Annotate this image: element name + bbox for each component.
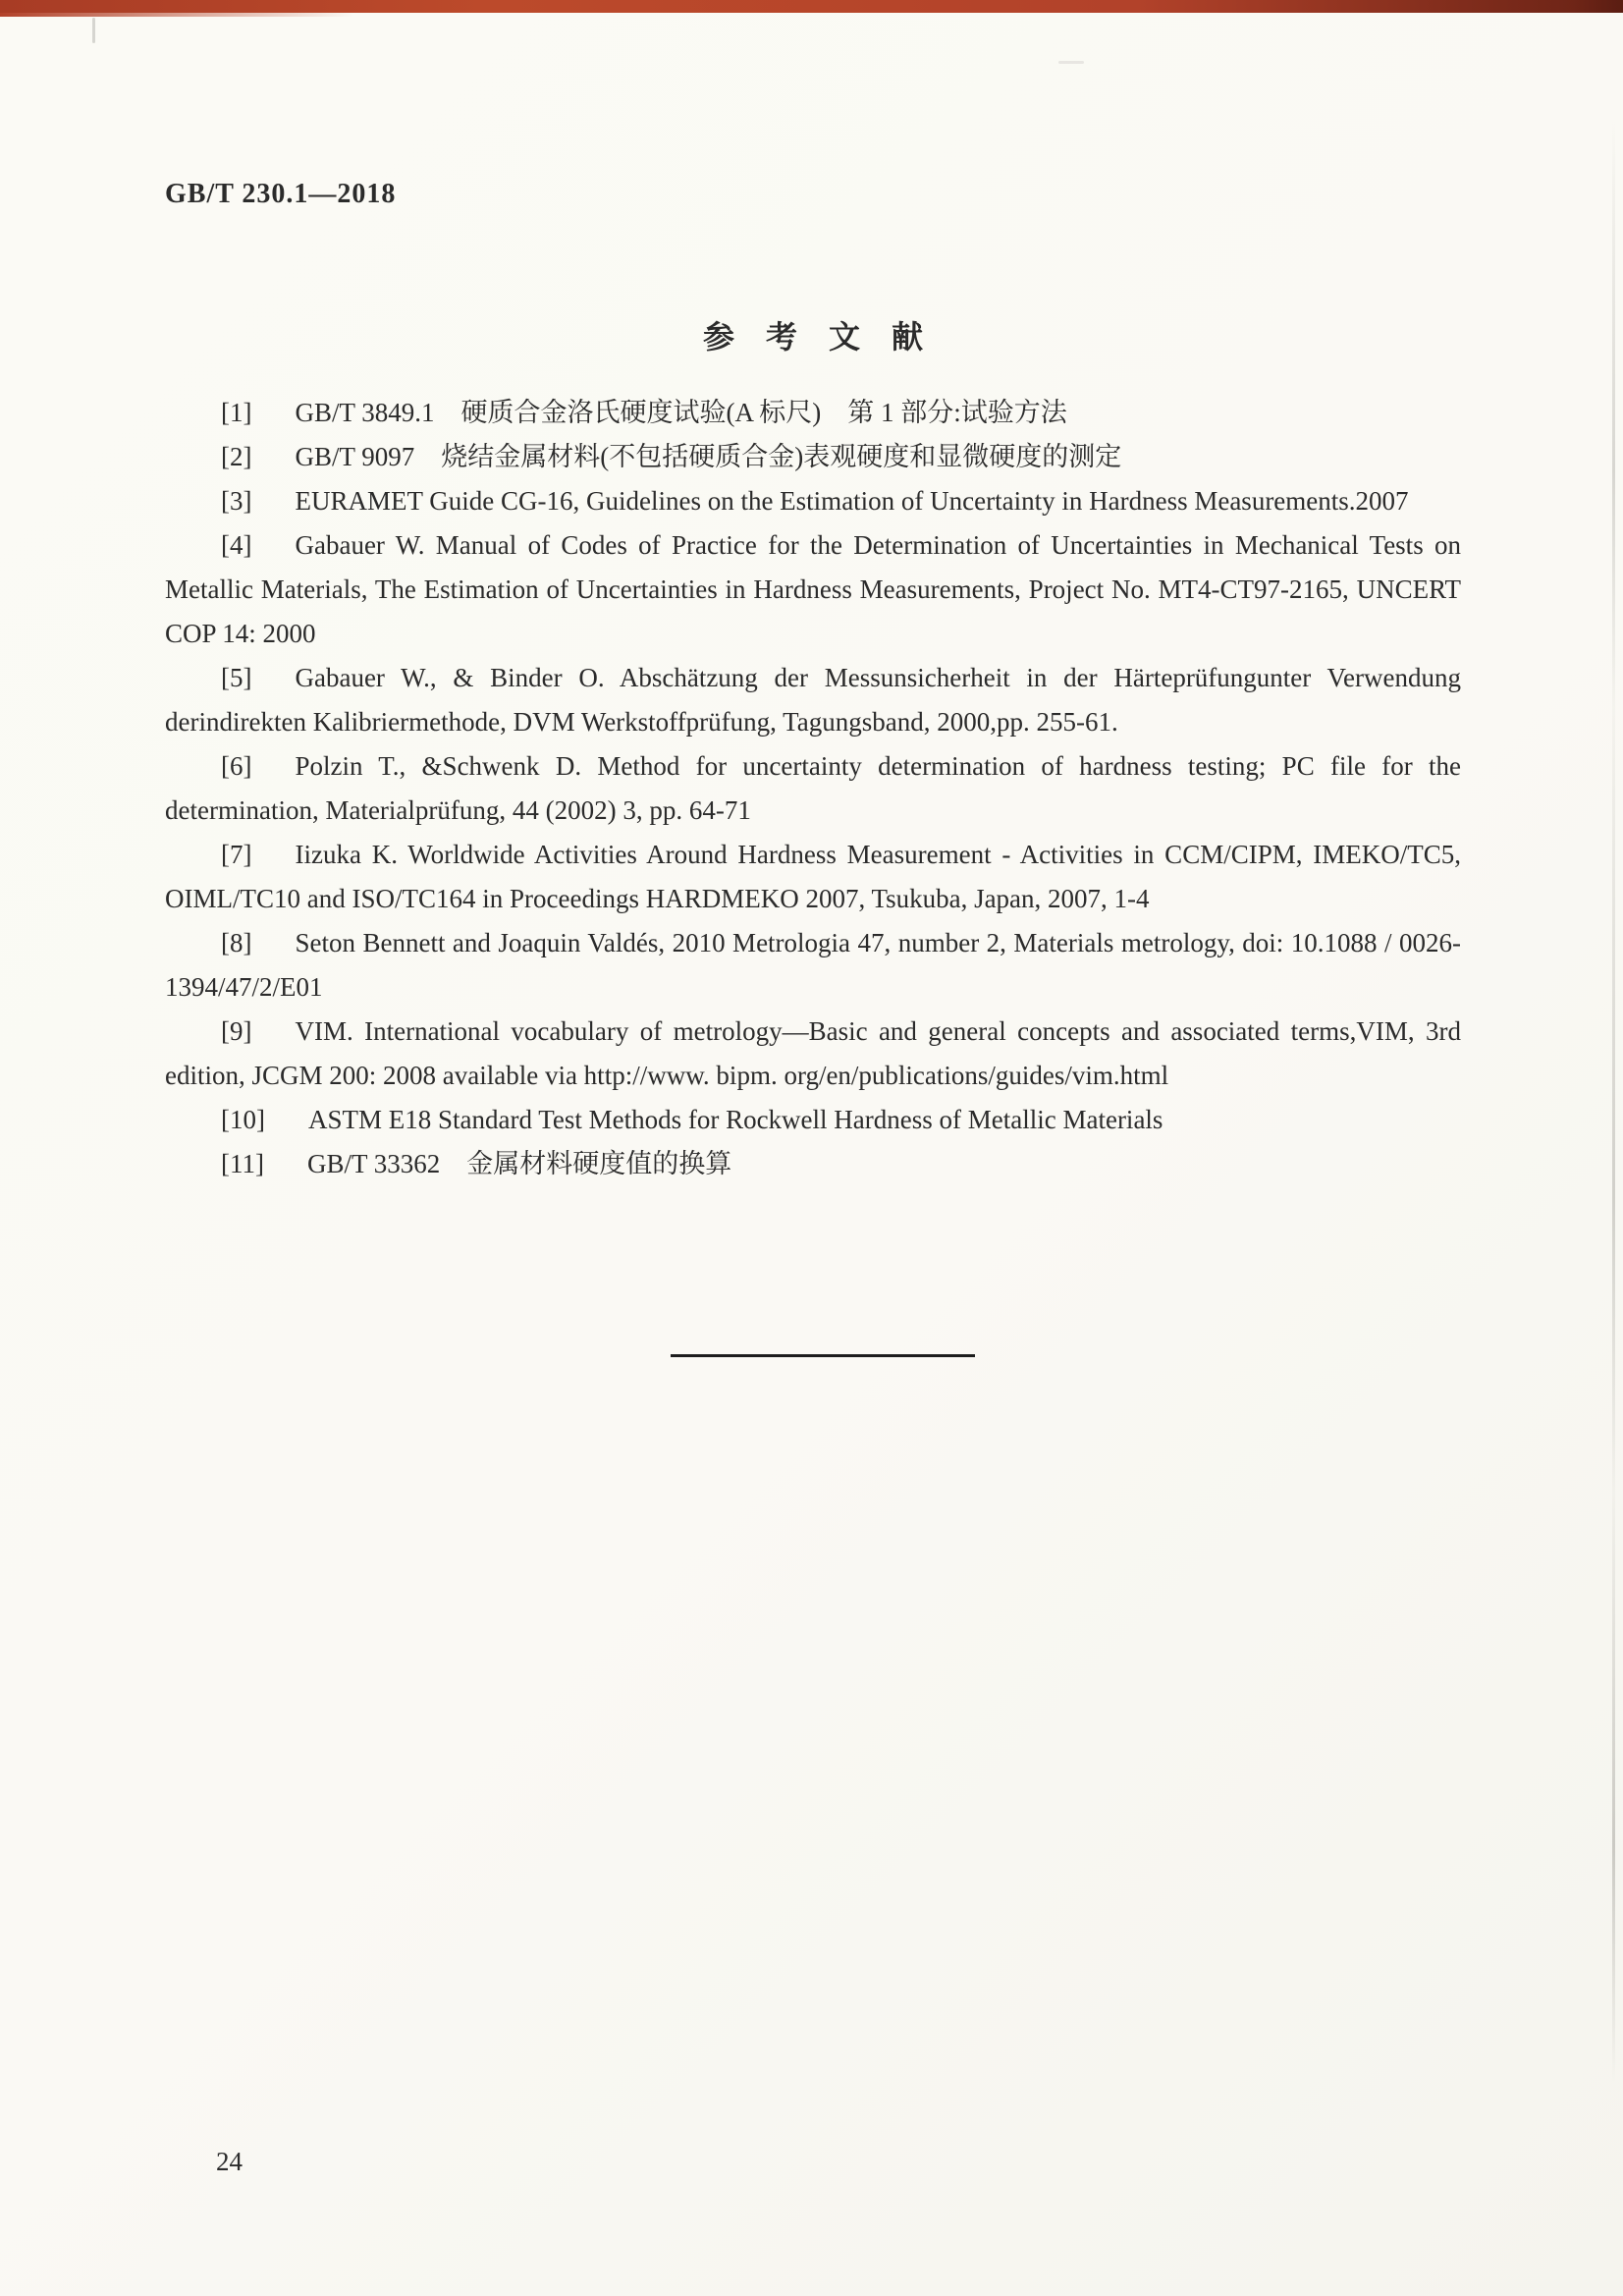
reference-item <box>165 479 1461 523</box>
reference-number: [9] <box>221 1016 252 1046</box>
references-title: 参 考 文 献 <box>702 319 923 355</box>
reference-number: [4] <box>221 530 252 560</box>
reference-item <box>165 435 1461 479</box>
reference-number: [11] <box>221 1149 264 1178</box>
reference-text: Polzin T., &Schwenk D. Method for uncertainty determination of hardness testing; PC file for the determination, Materialprüfung, 44 (2002) 3, pp. 64-71 <box>165 751 1461 825</box>
reference-text: Seton Bennett and Joaquin Valdés, 2010 Metrologia 47, number 2, Materials metrology, doi: 10.1088 / 0026-1394/47/2/E01 <box>165 928 1461 1002</box>
reference-item <box>165 391 1461 435</box>
scan-smudge-artifact <box>92 18 95 43</box>
reference-item <box>165 921 1461 1010</box>
reference-text: Gabauer W. Manual of Codes of Practice for the Determination of Uncertainties in Mechanical Tests on Metallic Materials, The Estimation of Uncertainties in Hardness Measurements, Project No. MT4-CT97-2165, UNCERT COP 14: 2000 <box>165 530 1461 648</box>
reference-number: [6] <box>221 751 252 781</box>
reference-item <box>165 1098 1461 1142</box>
reference-text: GB/T 9097 烧结金属材料(不包括硬质合金)表观硬度和显微硬度的测定 <box>295 442 1122 471</box>
scan-red-edge-artifact-fade <box>0 13 353 17</box>
reference-number: [10] <box>221 1105 265 1134</box>
reference-text: GB/T 33362 金属材料硬度值的换算 <box>306 1149 732 1178</box>
end-of-document-rule <box>671 1354 975 1357</box>
reference-item <box>165 656 1461 744</box>
reference-text: GB/T 3849.1 硬质合金洛氏硬度试验(A 标尺) 第 1 部分:试验方法 <box>295 398 1067 427</box>
reference-text: Iizuka K. Worldwide Activities Around Hardness Measurement - Activities in CCM/CIPM, IMEKO/TC5, OIML/TC10 and ISO/TC164 in Proceedings HARDMEKO 2007, Tsukuba, Japan, 2007, 1-4 <box>165 840 1461 913</box>
standard-number-header: GB/T 230.1—2018 <box>165 179 397 209</box>
reference-text: ASTM E18 Standard Test Methods for Rockwell Hardness of Metallic Materials <box>307 1105 1163 1134</box>
reference-number: [5] <box>221 663 252 692</box>
reference-number: [3] <box>221 486 252 516</box>
page-number: 24 <box>216 2147 243 2176</box>
reference-item <box>165 1142 1461 1186</box>
reference-number: [8] <box>221 928 252 957</box>
reference-number: [1] <box>221 398 252 427</box>
reference-number: [7] <box>221 840 252 869</box>
scan-smudge-artifact <box>1058 61 1084 64</box>
scan-red-edge-artifact <box>0 0 1623 13</box>
reference-item <box>165 833 1461 921</box>
reference-item <box>165 1010 1461 1098</box>
scan-streak-artifact <box>1612 118 1615 2082</box>
reference-number: [2] <box>221 442 252 471</box>
reference-text: EURAMET Guide CG-16, Guidelines on the Estimation of Uncertainty in Hardness Measurements.2007 <box>295 486 1409 516</box>
reference-item <box>165 744 1461 833</box>
reference-item <box>165 523 1461 656</box>
reference-list <box>165 391 1461 1186</box>
reference-text: Gabauer W., & Binder O. Abschätzung der Messunsicherheit in der Härteprüfungunter Verwendung derindirekten Kalibriermethode, DVM Werkstoffprüfung, Tagungsband, 2000,pp. 255-61. <box>165 663 1461 737</box>
reference-text: VIM. International vocabulary of metrology—Basic and general concepts and associated terms,VIM, 3rd edition, JCGM 200: 2008 available via http://www. bipm. org/en/publications/guides/vim.html <box>165 1016 1461 1090</box>
